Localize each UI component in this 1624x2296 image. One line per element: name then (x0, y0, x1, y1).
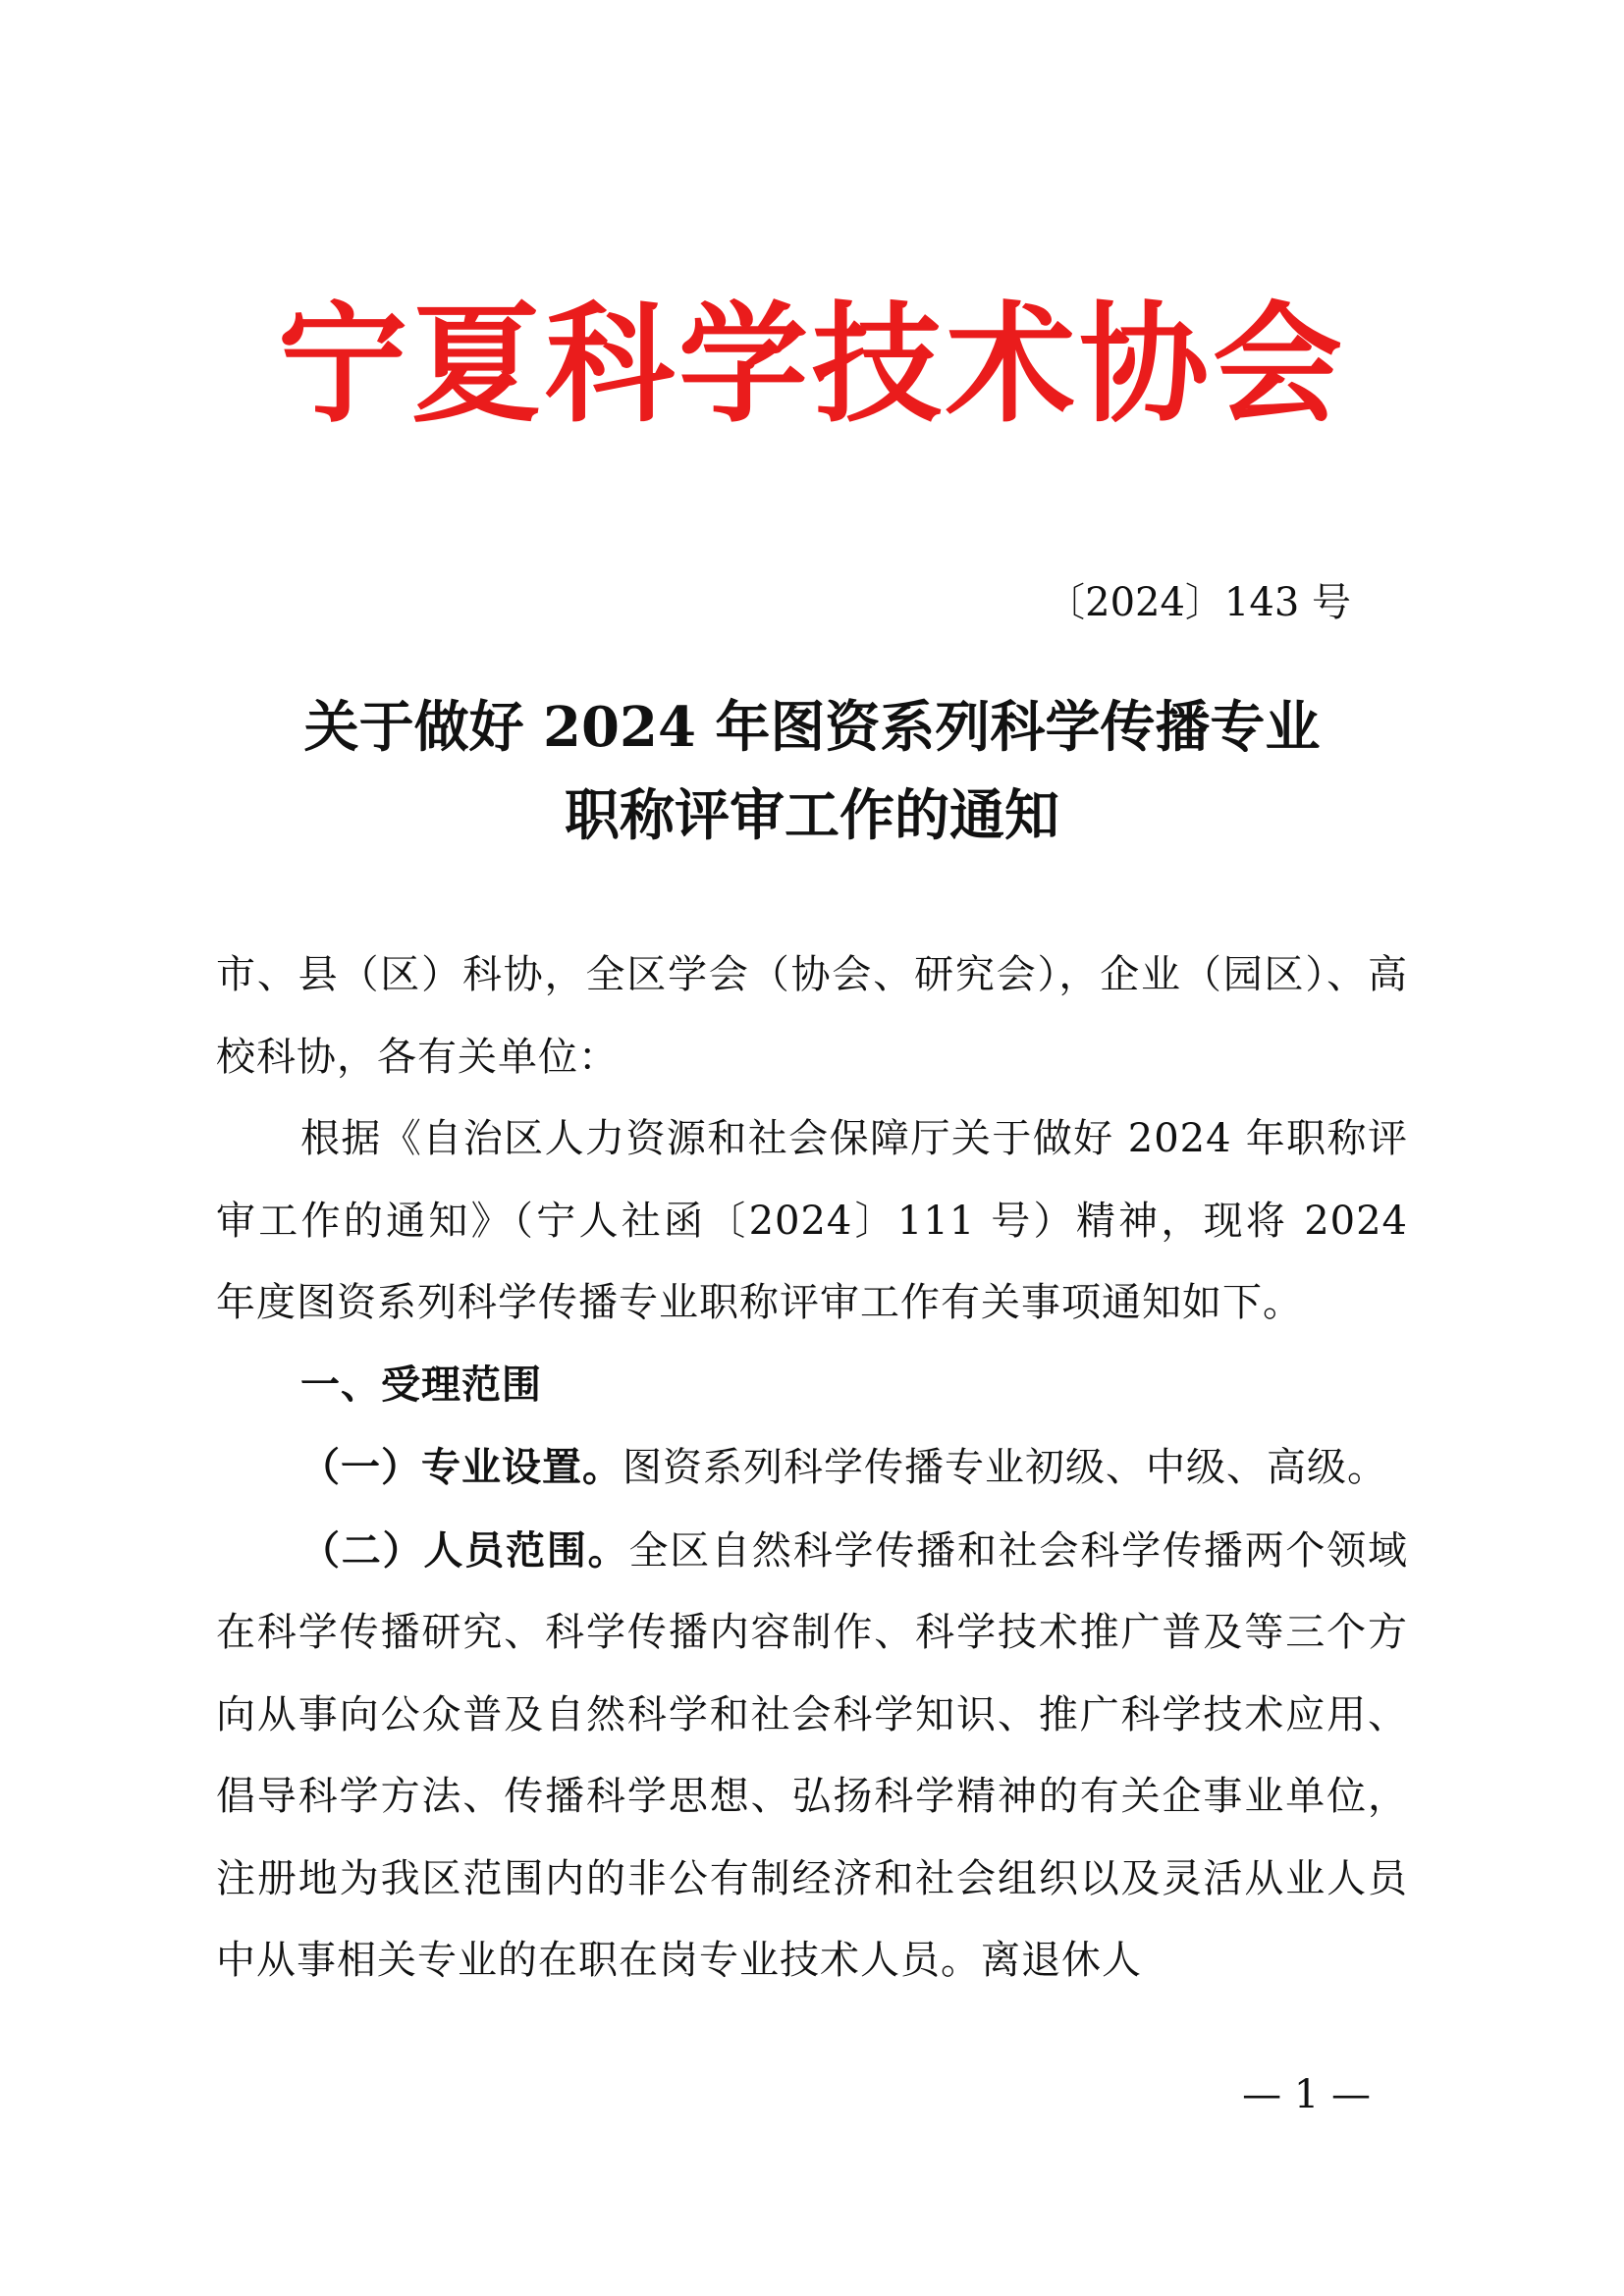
organization-masthead: 宁夏科学技术协会 (278, 290, 1346, 441)
document-body (216, 934, 1408, 2002)
item-2-text: 全区自然科学传播和社会科学传播两个领域在科学传播研究、科学传播内容制作、科学技术推广普及等三个方向从事向公众普及自然科学和社会科学知识、推广科学技术应用、倡导科学方法、传播科学思想、弘扬科学精神的有关企事业单位，注册地为我区范围内的非公有制经济和社会组织以及灵活从业人员中从事相关专业的在职在岗专业技术人员。离退休人 (216, 1527, 1409, 1983)
addressees-paragraph: 市、县（区）科协，全区学会（协会、研究会），企业（园区）、高校科协，各有关单位： (216, 952, 1408, 1080)
page-number: — 1 — (1242, 2072, 1371, 2117)
item-1-label: （一）专业设置。 (300, 1444, 623, 1490)
document-number: 〔2024〕143 号 (1046, 580, 1351, 625)
title-line-2: 职称评审工作的通知 (565, 783, 1059, 848)
item-1-paragraph (216, 1426, 1408, 1510)
intro-paragraph: 根据《自治区人力资源和社会保障厅关于做好 2024 年职称评审工作的通知》（宁人社函〔2024〕111 号）精神，现将 2024 年度图资系列科学传播专业职称评审工作有关事项通知如下。 (216, 1116, 1408, 1325)
section-heading: 一、受理范围 (300, 1362, 542, 1408)
document-title (216, 683, 1408, 860)
title-line-1: 关于做好 2024 年图资系列科学传播专业 (303, 695, 1321, 760)
item-2-label: （二）人员范围。 (300, 1526, 629, 1574)
item-1-text: 图资系列科学传播专业初级、中级、高级。 (623, 1445, 1387, 1490)
item-2-paragraph (216, 1510, 1408, 2002)
